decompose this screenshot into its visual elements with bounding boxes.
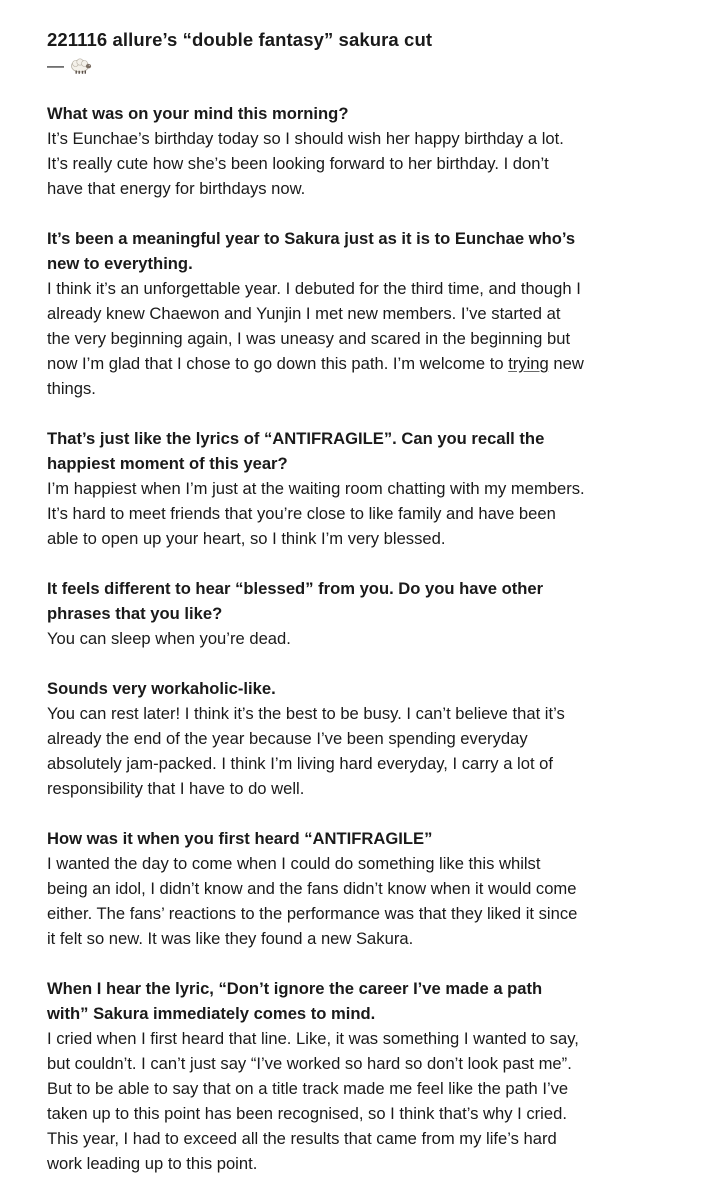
answer-line: already knew Chaewon and Yunjin I met new members. I’ve started at [47, 304, 561, 323]
answer-line: taken up to this point has been recognised, so I think that’s why I cried. [47, 1104, 567, 1123]
answer-line: the very beginning again, I was uneasy and scared in the beginning but [47, 329, 571, 348]
answer [47, 1026, 687, 1176]
answer [47, 276, 687, 401]
question-line: It feels different to hear “blessed” from you. Do you have other [47, 579, 544, 598]
answer-line: but couldn’t. I can’t just say “I’ve worked so hard so don’t look past me”. [47, 1054, 572, 1073]
qa-block [47, 676, 687, 801]
answer-line: It’s Eunchae’s birthday today so I should wish her happy birthday a lot. [47, 129, 564, 148]
question [47, 226, 687, 276]
answer-line: able to open up your heart, so I think I’m very blessed. [47, 529, 446, 548]
question-line: That’s just like the lyrics of “ANTIFRAGILE”. Can you recall the [47, 429, 545, 448]
question [47, 576, 687, 626]
question [47, 426, 687, 476]
question-line: happiest moment of this year? [47, 454, 288, 473]
question-line: When I hear the lyric, “Don’t ignore the career I’ve made a path [47, 979, 543, 998]
question-line: new to everything. [47, 254, 193, 273]
answer-line: absolutely jam-packed. I think I’m living hard everyday, I carry a lot of [47, 754, 554, 773]
answer-line: I’m happiest when I’m just at the waiting room chatting with my members. [47, 479, 585, 498]
qa-block [47, 426, 687, 551]
document [47, 27, 687, 1201]
question [47, 976, 687, 1026]
answer-line: It’s really cute how she’s been looking forward to her birthday. I don’t [47, 154, 549, 173]
qa-block [47, 101, 687, 201]
answer-line: now I’m glad that I chose to go down this path. I’m welcome to [47, 354, 509, 373]
underlined-word: trying [508, 354, 549, 373]
answer [47, 851, 687, 951]
answer-line: I cried when I first heard that line. Like, it was something I wanted to say, [47, 1029, 579, 1048]
em-dash: — [47, 56, 64, 75]
document-title: 221116 allure’s “double fantasy” sakura cut [47, 29, 433, 50]
answer-line: But to be able to say that on a title track made me feel like the path I’ve [47, 1079, 569, 1098]
answer [47, 701, 687, 801]
answer-line: You can rest later! I think it’s the best to be busy. I can’t believe that it’s [47, 704, 565, 723]
answer-line: being an idol, I didn’t know and the fans didn’t know when it would come [47, 879, 577, 898]
sheep-icon [70, 57, 92, 75]
answer-line: have that energy for birthdays now. [47, 179, 306, 198]
answer [47, 626, 687, 651]
question-line: phrases that you like? [47, 604, 223, 623]
question: Sounds very workaholic-like. [47, 679, 276, 698]
answer-line: You can sleep when you’re dead. [47, 629, 291, 648]
answer-line: either. The fans’ reactions to the performance was that they liked it since [47, 904, 578, 923]
qa-block [47, 826, 687, 951]
answer [47, 126, 687, 201]
answer-line: This year, I had to exceed all the results that came from my life’s hard [47, 1129, 557, 1148]
answer-line: responsibility that I have to do well. [47, 779, 305, 798]
qa-block [47, 576, 687, 651]
question: What was on your mind this morning? [47, 104, 349, 123]
question-line: It’s been a meaningful year to Sakura just as it is to Eunchae who’s [47, 229, 576, 248]
answer-line: things. [47, 379, 96, 398]
answer [47, 476, 687, 551]
qa-block [47, 226, 687, 401]
answer-line: already the end of the year because I’ve been spending everyday [47, 729, 528, 748]
author-line [47, 53, 687, 79]
answer-line: I wanted the day to come when I could do something like this whilst [47, 854, 541, 873]
question-line: with” Sakura immediately comes to mind. [47, 1004, 376, 1023]
answer-line: I think it’s an unforgettable year. I debuted for the third time, and though I [47, 279, 581, 298]
qa-block [47, 976, 687, 1176]
answer-line: work leading up to this point. [47, 1154, 258, 1173]
answer-line: It’s hard to meet friends that you’re close to like family and have been [47, 504, 556, 523]
answer-line: it felt so new. It was like they found a new Sakura. [47, 929, 414, 948]
answer-line: new [548, 354, 584, 373]
question: How was it when you first heard “ANTIFRAGILE” [47, 829, 433, 848]
